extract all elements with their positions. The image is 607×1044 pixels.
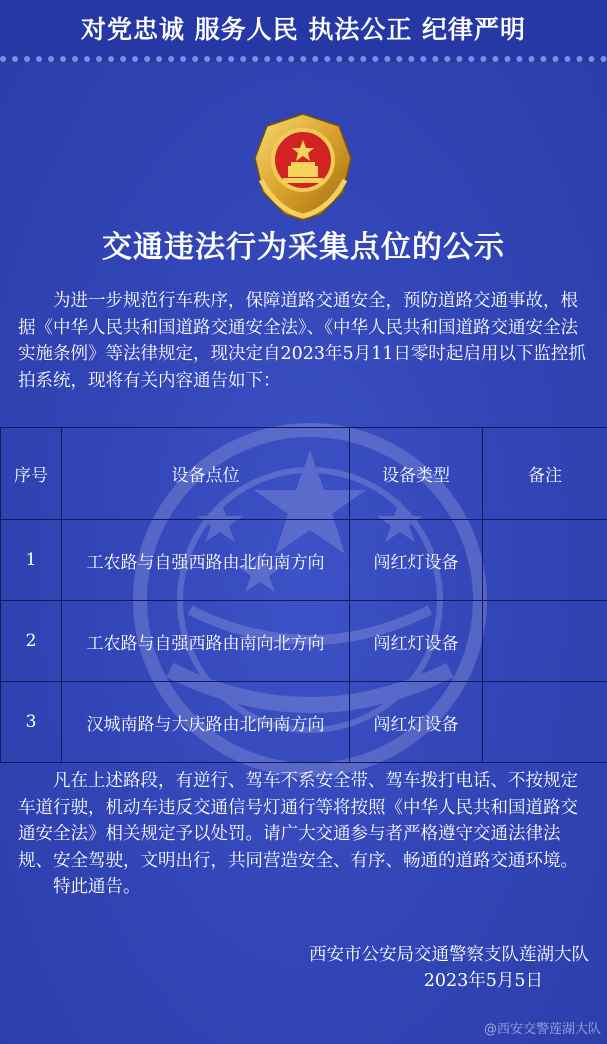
row-note	[483, 682, 607, 763]
signature-block	[309, 942, 589, 994]
header-type: 设备类型	[350, 428, 483, 520]
table-header-row	[1, 428, 607, 520]
table-row	[1, 601, 607, 682]
header-note: 备注	[483, 428, 607, 520]
row-no: 1	[1, 520, 62, 601]
table-row	[1, 682, 607, 763]
row-location: 汉城南路与大庆路由北向南方向	[62, 682, 350, 763]
closing-text: 特此通告。	[53, 877, 141, 897]
camera-points-table	[0, 427, 607, 763]
row-no: 3	[1, 682, 62, 763]
row-note	[483, 601, 607, 682]
table-row	[1, 520, 607, 601]
row-location: 工农路与自强西路由北向南方向	[62, 520, 350, 601]
header-no: 序号	[1, 428, 62, 520]
header-location: 设备点位	[62, 428, 350, 520]
row-no: 2	[1, 601, 62, 682]
issuer: 西安市公安局交通警察支队莲湖大队	[309, 945, 589, 965]
row-type: 闯红灯设备	[350, 520, 483, 601]
row-note	[483, 520, 607, 601]
row-type: 闯红灯设备	[350, 682, 483, 763]
issue-date: 2023年5月5日	[423, 971, 543, 991]
police-badge-icon	[247, 110, 359, 222]
row-location: 工农路与自强西路由南向北方向	[62, 601, 350, 682]
intro-paragraph: 为进一步规范行车秩序，保障道路交通安全，预防道路交通事故，根据《中华人民共和国道路交通安全法》、《中华人民共和国道路交通安全法实施条例》等法律规定，现决定自2023年5月11日零时起启用以下监控抓拍系统，现将有关内容通告如下：	[18, 291, 586, 391]
header-band	[0, 0, 607, 62]
body-paragraph: 凡在上述路段，有逆行、驾车不系安全带、驾车拨打电话、不按规定车道行驶，机动车违反交通信号灯通行等将按照《中华人民共和国道路交通安全法》相关规定予以处罚。请广大交通参与者严格遵守交通法律法规、安全驾驶，文明出行，共同营造安全、有序、畅通的道路交通环境。	[18, 771, 578, 871]
body-section	[18, 768, 592, 901]
row-type: 闯红灯设备	[350, 601, 483, 682]
slogan: 对党忠诚 服务人民 执法公正 纪律严明	[80, 15, 527, 44]
notice-title: 交通违法行为采集点位的公示	[102, 230, 505, 265]
weibo-watermark: @西安交警莲湖大队	[483, 1022, 601, 1037]
